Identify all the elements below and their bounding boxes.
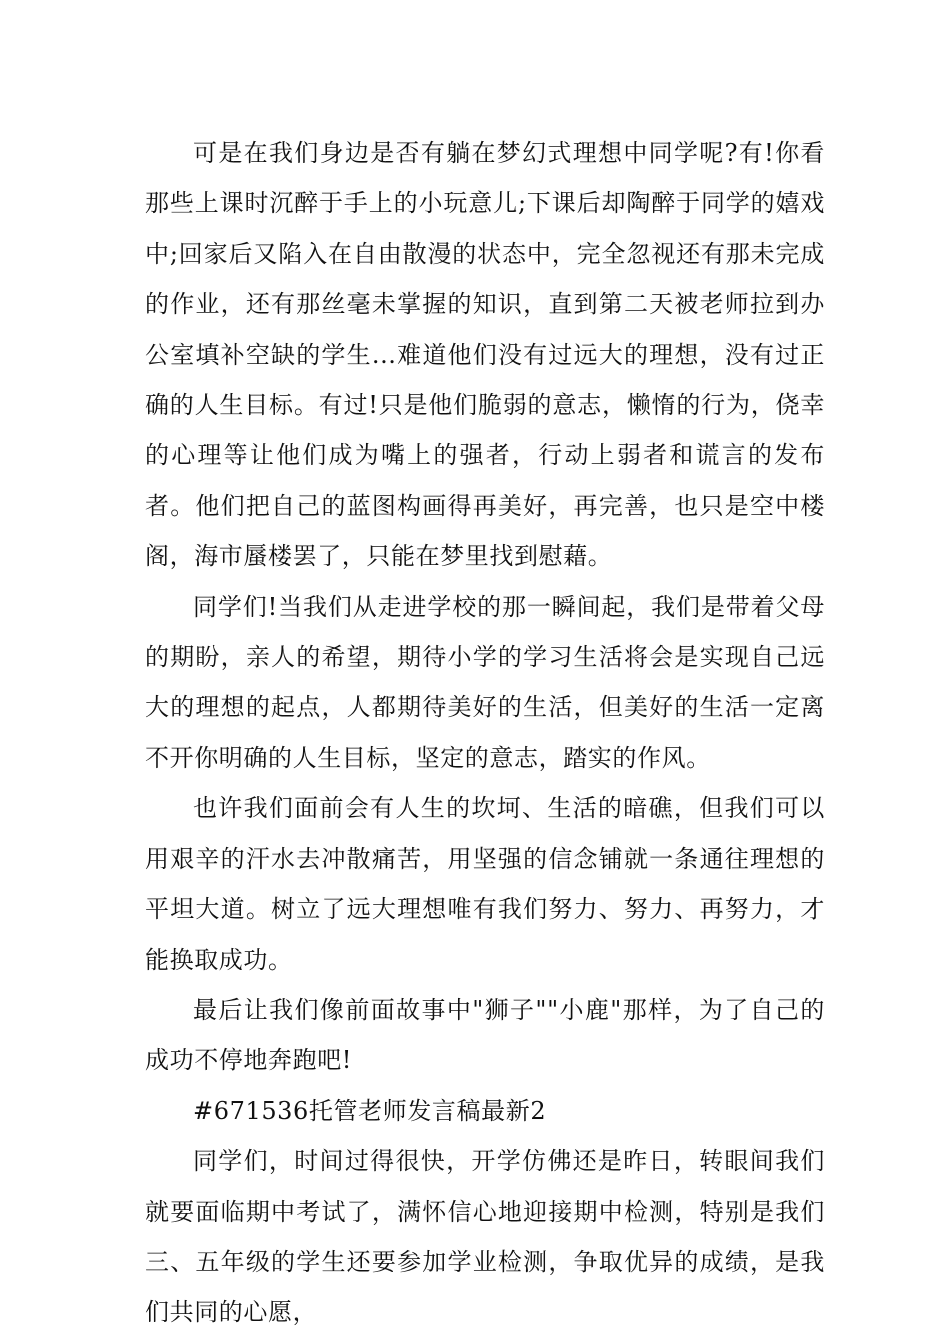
paragraph-1: 可是在我们身边是否有躺在梦幻式理想中同学呢?有!你看那些上课时沉醉于手上的小玩意儿;下课后却陶醉于同学的嬉戏中;回家后又陷入在自由散漫的状态中，完全忽视还有那未完成的作业，还有那丝毫未掌握的知识，直到第二天被老师拉到办公室填补空缺的学生...难道他们没有过远大的理想，没有过正确的人生目标。有过!只是他们脆弱的意志，懒惰的行为，侥幸的心理等让他们成为嘴上的强者，行动上弱者和谎言的发布者。他们把自己的蓝图构画得再美好，再完善，也只是空中楼阁，海市蜃楼罢了，只能在梦里找到慰藉。 <box>145 139 825 571</box>
paragraph-4: 最后让我们像前面故事中"狮子""小鹿"那样，为了自己的成功不停地奔跑吧! <box>145 995 825 1075</box>
paragraph-5: 同学们，时间过得很快，开学仿佛还是昨日，转眼间我们就要面临期中考试了，满怀信心地迎接期中检测，特别是我们三、五年级的学生还要参加学业检测，争取优异的成绩，是我们共同的心愿， <box>145 1147 825 1327</box>
paragraph-3: 也许我们面前会有人生的坎坷、生活的暗礁，但我们可以用艰辛的汗水去冲散痛苦，用坚强的信念铺就一条通往理想的平坦大道。树立了远大理想唯有我们努力、努力、再努力，才能换取成功。 <box>145 794 825 974</box>
document-body <box>145 128 825 1338</box>
section-heading: #671536托管老师发言稿最新2 <box>193 1096 547 1125</box>
paragraph-2: 同学们!当我们从走进学校的那一瞬间起，我们是带着父母的期盼，亲人的希望，期待小学的学习生活将会是实现自己远大的理想的起点，人都期待美好的生活，但美好的生活一定离不开你明确的人生目标，坚定的意志，踏实的作风。 <box>145 592 825 772</box>
